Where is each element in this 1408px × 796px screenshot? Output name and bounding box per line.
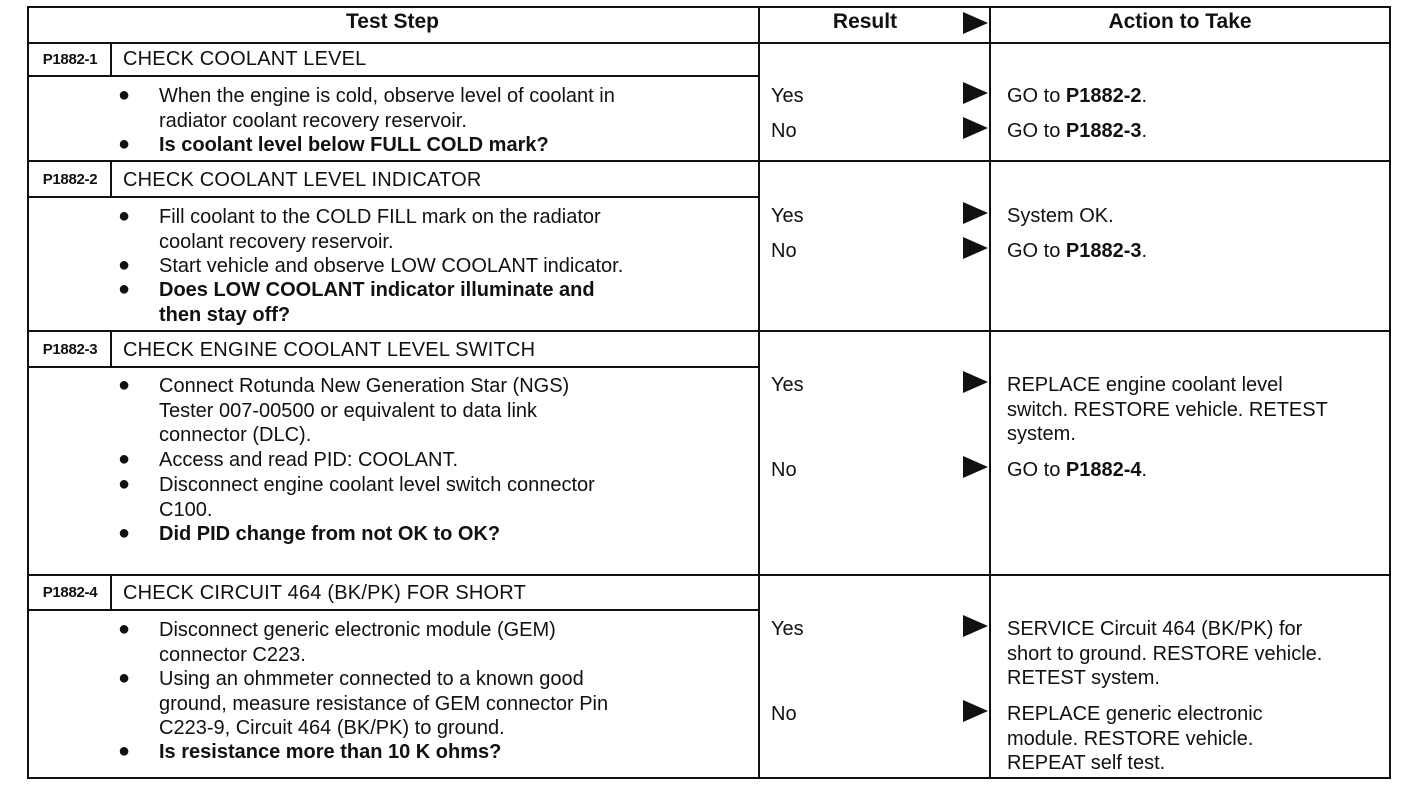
- bullet-icon: ●: [118, 522, 131, 544]
- arrow-icon: [963, 456, 988, 478]
- step-title: CHECK COOLANT LEVEL INDICATOR: [123, 169, 482, 191]
- result-label: No: [771, 459, 797, 481]
- bullet-icon: ●: [118, 374, 131, 396]
- bullet-icon: ●: [118, 740, 131, 762]
- result-label: Yes: [771, 374, 804, 396]
- code-divider: [110, 330, 112, 367]
- title-row-divider: [27, 196, 759, 198]
- bullet-text: Using an ohmmeter connected to a known good ground, measure resistance of GEM connector Pin C223-9, Circuit 464 (BK/PK) to ground.: [159, 668, 609, 739]
- header-divider: [27, 42, 1391, 44]
- bullet-text: Access and read PID: COOLANT.: [159, 449, 459, 471]
- bullet-icon: ●: [118, 473, 131, 495]
- result-label: Yes: [771, 205, 804, 227]
- code-divider: [110, 42, 112, 76]
- header-test-step: Test Step: [346, 10, 439, 33]
- bullet-question: Is coolant level below FULL COLD mark?: [159, 134, 549, 156]
- bullet-text: When the engine is cold, observe level of coolant in radiator coolant recovery reservoir.: [159, 85, 615, 132]
- result-label: No: [771, 120, 797, 142]
- header-arrow-icon: [963, 12, 988, 34]
- header-action: Action to Take: [1108, 10, 1252, 33]
- section-divider: [27, 330, 1391, 332]
- step-title: CHECK ENGINE COOLANT LEVEL SWITCH: [123, 339, 536, 361]
- arrow-icon: [963, 700, 988, 722]
- action-text: GO to P1882-3.: [1007, 240, 1148, 262]
- result-label: No: [771, 703, 797, 725]
- title-row-divider: [27, 366, 759, 368]
- bullet-icon: ●: [118, 133, 131, 155]
- column-divider-result: [758, 6, 760, 779]
- result-label: No: [771, 240, 797, 262]
- result-label: Yes: [771, 85, 804, 107]
- section-divider: [27, 160, 1391, 162]
- bullet-text: Disconnect engine coolant level switch connector C100.: [159, 474, 595, 521]
- action-text: REPLACE generic electronic module. RESTORE vehicle. REPEAT self test.: [1007, 703, 1263, 774]
- code-divider: [110, 160, 112, 197]
- action-text: SERVICE Circuit 464 (BK/PK) for short to ground. RESTORE vehicle. RETEST system.: [1007, 618, 1323, 689]
- action-text: GO to P1882-3.: [1007, 120, 1148, 142]
- step-code: P1882-1: [42, 51, 98, 68]
- title-row-divider: [27, 75, 759, 77]
- arrow-icon: [963, 371, 988, 393]
- bullet-text: Connect Rotunda New Generation Star (NGS) Tester 007-00500 or equivalent to data link connector (DLC).: [159, 375, 570, 446]
- bullet-icon: ●: [118, 448, 131, 470]
- action-text: System OK.: [1007, 205, 1114, 227]
- bullet-question: Is resistance more than 10 K ohms?: [159, 741, 502, 763]
- code-divider: [110, 574, 112, 610]
- arrow-icon: [963, 202, 988, 224]
- bullet-icon: ●: [118, 667, 131, 689]
- bullet-icon: ●: [118, 618, 131, 640]
- step-title: CHECK CIRCUIT 464 (BK/PK) FOR SHORT: [123, 582, 526, 604]
- step-code: P1882-3: [42, 341, 98, 358]
- column-divider-action: [989, 6, 991, 779]
- title-row-divider: [27, 609, 759, 611]
- step-code: P1882-4: [42, 584, 98, 601]
- step-code: P1882-2: [42, 171, 98, 188]
- result-label: Yes: [771, 618, 804, 640]
- arrow-icon: [963, 237, 988, 259]
- arrow-icon: [963, 82, 988, 104]
- header-result: Result: [832, 10, 898, 33]
- bullet-question: Did PID change from not OK to OK?: [159, 523, 501, 545]
- bullet-icon: ●: [118, 205, 131, 227]
- section-divider: [27, 574, 1391, 576]
- step-title: CHECK COOLANT LEVEL: [123, 48, 367, 70]
- bullet-text: Fill coolant to the COLD FILL mark on the radiator coolant recovery reservoir.: [159, 206, 601, 253]
- bullet-text: Disconnect generic electronic module (GEM) connector C223.: [159, 619, 556, 666]
- bullet-icon: ●: [118, 84, 131, 106]
- bullet-icon: ●: [118, 278, 131, 300]
- action-text: GO to P1882-4.: [1007, 459, 1148, 481]
- bullet-question: Does LOW COOLANT indicator illuminate and then stay off?: [159, 279, 595, 326]
- arrow-icon: [963, 615, 988, 637]
- bullet-text: Start vehicle and observe LOW COOLANT indicator.: [159, 255, 624, 277]
- action-text: GO to P1882-2.: [1007, 85, 1148, 107]
- action-text: REPLACE engine coolant level switch. RESTORE vehicle. RETEST system.: [1007, 374, 1328, 445]
- arrow-icon: [963, 117, 988, 139]
- bullet-icon: ●: [118, 254, 131, 276]
